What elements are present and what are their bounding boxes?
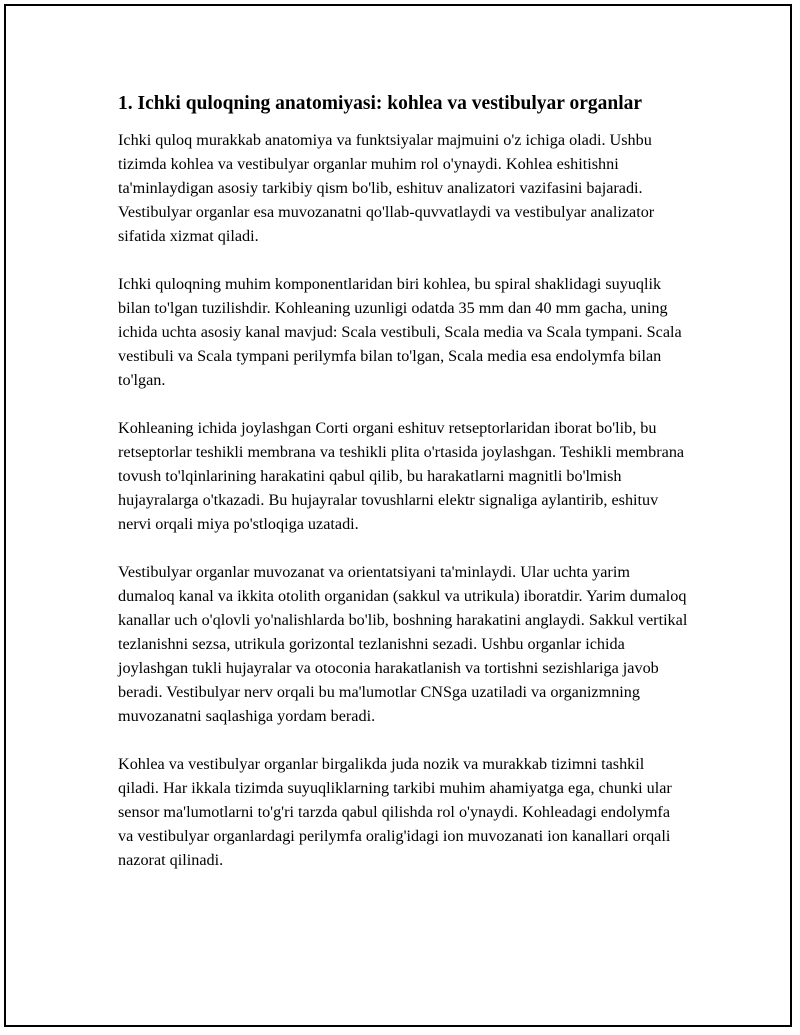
- paragraph-5: Kohlea va vestibulyar organlar birgalikda juda nozik va murakkab tizimni tashkil qiladi. Har ikkala tizimda suyuqliklarning tarkibi muhim ahamiyatga ega, chunki ular sensor ma'lumotlarni to'g'ri tarzda qabul qilishda rol o'ynaydi. Kohleadagi endolymfa va vestibulyar organlardagi perilymfa oralig'idagi ion muvozanati ion kanallari orqali nazorat qilinadi.: [118, 755, 672, 869]
- document-body: [118, 92, 688, 896]
- paragraph-3: Kohleaning ichida joylashgan Corti organi eshituv retseptorlaridan iborat bo'lib, bu retseptorlar teshikli membrana va teshikli plita o'rtasida joylashgan. Teshikli membrana tovush to'lqinlarining harakatini qabul qilib, bu harakatlarni magnitli bo'lmish hujayralarga o'tkazadi. Bu hujayralar tovushlarni elektr signaliga aylantirib, eshituv nervi orqali miya po'stloqiga uzatadi.: [118, 419, 685, 533]
- section-title: 1. Ichki quloqning anatomiyasi: kohlea va vestibulyar organlar: [118, 93, 643, 114]
- paragraph-4: Vestibulyar organlar muvozanat va orientatsiyani ta'minlaydi. Ular uchta yarim dumaloq kanal va ikkita otolith organidan (sakkul va utrikula) iboratdir. Yarim dumaloq kanallar uch o'qlovli yo'nalishlarda bo'lib, boshning harakatini anglaydi. Sakkul vertikal tezlanishni sezsa, utrikula gorizontal tezlanishni sezadi. Ushbu organlar ichida joylashgan tukli hujayralar va otoconia harakatlanish va tortishni sezishlariga javob beradi. Vestibulyar nerv orqali bu ma'lumotlar CNSga uzatiladi va organizmning muvozanatni saqlashiga yordam beradi.: [118, 563, 688, 725]
- paragraph-2: Ichki quloqning muhim komponentlaridan biri kohlea, bu spiral shaklidagi suyuqlik bilan to'lgan tuzilishdir. Kohleaning uzunligi odatda 35 mm dan 40 mm gacha, uning ichida uchta asosiy kanal mavjud: Scala vestibuli, Scala media va Scala tympani. Scala vestibuli va Scala tympani perilymfa bilan to'lgan, Scala media esa endolymfa bilan to'lgan.: [118, 275, 682, 389]
- paragraph-1: Ichki quloq murakkab anatomiya va funktsiyalar majmuini o'z ichiga oladi. Ushbu tizimda kohlea va vestibulyar organlar muhim rol o'ynaydi. Kohlea eshitishni ta'minlaydigan asosiy tarkibiy qism bo'lib, eshituv analizatori vazifasini bajaradi. Vestibulyar organlar esa muvozanatni qo'llab-quvvatlaydi va vestibulyar analizator sifatida xizmat qiladi.: [118, 131, 655, 245]
